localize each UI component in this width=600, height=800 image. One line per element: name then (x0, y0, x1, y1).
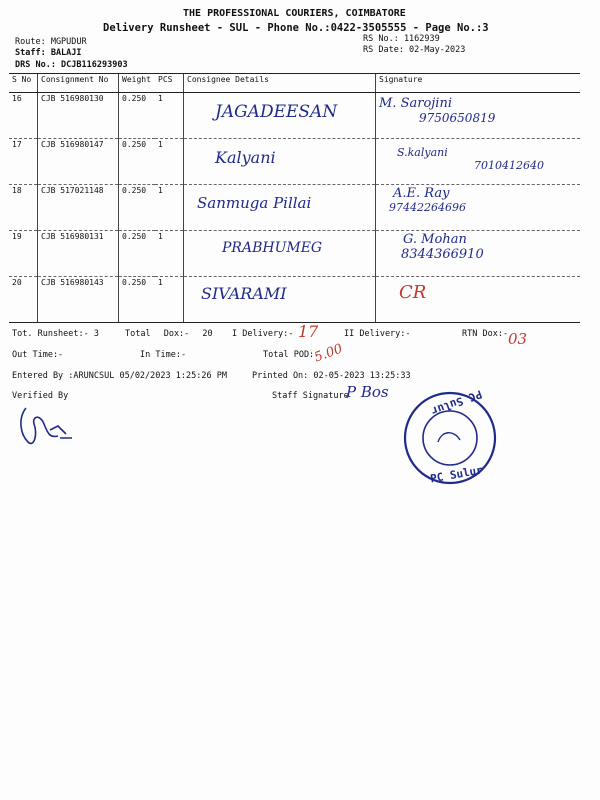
row-sno: 18 (9, 185, 38, 231)
row-signature (376, 231, 581, 277)
col-consignment: Consignment No (38, 74, 119, 93)
row-pcs: 1 (155, 277, 184, 323)
table-row (9, 139, 580, 185)
row-consignment: CJB 516980131 (38, 231, 119, 277)
row-weight: 0.250 (119, 231, 156, 277)
row-consignment: CJB 516980130 (38, 93, 119, 139)
route: Route: MGPUDUR (15, 37, 87, 47)
row-consignee (184, 93, 376, 139)
out-time: Out Time:- (12, 350, 64, 360)
rtn-dox: RTN Dox:- (462, 329, 509, 339)
consignee-handwriting: SIVARAMI (201, 284, 287, 303)
row-pcs: 1 (155, 185, 184, 231)
entered-by: Entered By :ARUNCSUL 05/02/2023 1:25:26 PM (12, 371, 227, 381)
runsheet-table (9, 73, 580, 323)
rs-date: RS Date: 02-May-2023 (363, 45, 466, 55)
row-signature (376, 277, 581, 323)
table-row (9, 185, 580, 231)
row-pcs: 1 (155, 139, 184, 185)
row-sno: 19 (9, 231, 38, 277)
col-consignee: Consignee Details (184, 74, 376, 93)
row-sno: 16 (9, 93, 38, 139)
row-consignee (184, 231, 376, 277)
signature-handwriting: CR (399, 282, 427, 303)
row-consignment: CJB 517021148 (38, 185, 119, 231)
staff-signature-label: Staff Signature (272, 391, 349, 401)
row-consignee (184, 185, 376, 231)
rs-number: RS No.: 1162939 (363, 34, 440, 44)
row-consignee (184, 139, 376, 185)
total-runsheet: Tot. Runsheet:- 3 (12, 329, 99, 339)
phone-handwriting: 9750650819 (419, 111, 496, 125)
company-name: THE PROFESSIONAL COURIERS, COIMBATORE (183, 8, 406, 19)
row-signature (376, 93, 581, 139)
rtn-dox-handwriting: 03 (508, 330, 528, 348)
ii-delivery: II Delivery:- (344, 329, 411, 339)
table-row (9, 93, 580, 139)
row-pcs: 1 (155, 231, 184, 277)
row-signature (376, 139, 581, 185)
row-consignment: CJB 516980147 (38, 139, 119, 185)
row-consignee (184, 277, 376, 323)
col-sno: S No (9, 74, 38, 93)
printed-on: Printed On: 02-05-2023 13:25:33 (252, 371, 411, 381)
table-row (9, 277, 580, 323)
row-weight: 0.250 (119, 139, 156, 185)
row-weight: 0.250 (119, 185, 156, 231)
signature-handwriting: S.kalyani (397, 146, 448, 159)
signature-handwriting: M. Sarojini (379, 96, 452, 111)
staff-signature-handwriting: P Bos (346, 383, 389, 401)
total-pod: Total POD:- (263, 350, 320, 360)
phone-handwriting: 97442264696 (389, 201, 466, 214)
total-pod-handwriting: 5.00 (312, 341, 345, 366)
col-pcs: PCS (155, 74, 184, 93)
i-delivery: I Delivery:- (232, 329, 294, 339)
row-sno: 20 (9, 277, 38, 323)
row-pcs: 1 (155, 93, 184, 139)
col-weight: Weight (119, 74, 156, 93)
i-delivery-handwriting: 17 (298, 322, 319, 341)
phone-handwriting: 8344366910 (401, 247, 484, 262)
consignee-handwriting: Kalyani (215, 148, 276, 167)
row-signature (376, 185, 581, 231)
row-weight: 0.250 (119, 93, 156, 139)
office-stamp (402, 387, 498, 486)
consignee-handwriting: PRABHUMEG (222, 240, 323, 256)
in-time: In Time:- (140, 350, 187, 360)
stamp-text-bottom: PC Sulur (429, 463, 484, 486)
row-consignment: CJB 516980143 (38, 277, 119, 323)
col-signature: Signature (376, 74, 581, 93)
stamp-text-top: PC Sulur (429, 387, 484, 418)
table-header-row (9, 74, 580, 93)
staff: Staff: BALAJI (15, 48, 82, 58)
table-row (9, 231, 580, 277)
signature-handwriting: G. Mohan (403, 232, 467, 247)
verified-signature (14, 404, 76, 450)
row-weight: 0.250 (119, 277, 156, 323)
consignee-handwriting: JAGADEESAN (215, 102, 338, 122)
verified-by: Verified By (12, 391, 69, 401)
row-sno: 17 (9, 139, 38, 185)
runsheet-title: Delivery Runsheet - SUL - Phone No.:0422-3505555 - Page No.:3 (103, 22, 489, 34)
total-dox: Total Dox:- 20 (125, 329, 213, 339)
phone-handwriting: 7010412640 (474, 159, 544, 172)
drs-number: DRS No.: DCJB116293903 (15, 60, 128, 70)
signature-handwriting: A.E. Ray (393, 186, 450, 201)
consignee-handwriting: Sanmuga Pillai (197, 194, 312, 212)
